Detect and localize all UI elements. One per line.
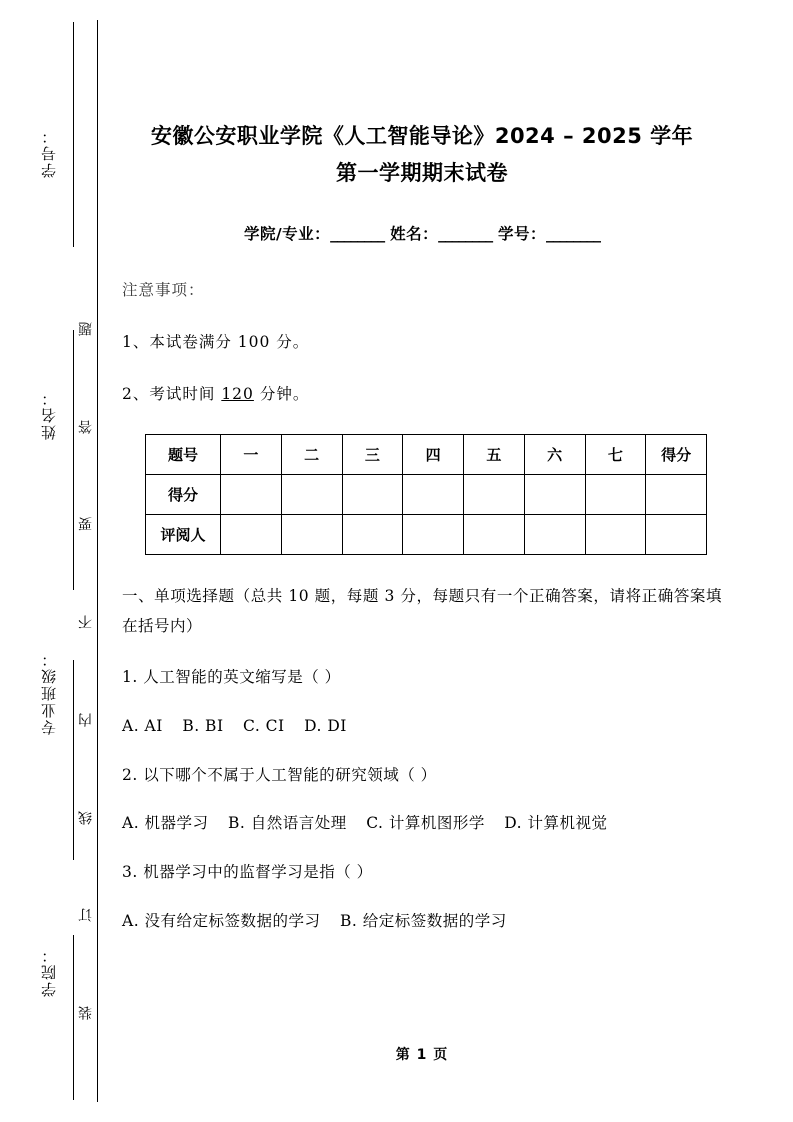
score-table-row-label-score: 得分 <box>146 474 221 514</box>
binding-label-college: 学院： <box>39 945 58 997</box>
college-major-field[interactable]: ________ <box>330 224 385 243</box>
grader-cell[interactable] <box>342 514 403 554</box>
score-cell[interactable] <box>585 474 646 514</box>
question-1-option-b[interactable]: B. BI <box>182 716 224 735</box>
question-3-number: 3. <box>122 863 138 882</box>
question-1-option-c[interactable]: C. CI <box>243 716 285 735</box>
student-info-line <box>122 222 722 244</box>
name-field[interactable]: ________ <box>438 224 493 243</box>
question-3 <box>122 860 722 885</box>
binding-char-3: 要 <box>78 515 94 532</box>
exam-paper-body <box>122 0 722 1122</box>
page-title <box>122 0 722 192</box>
page-title-line-2: 第一学期期末试卷 <box>336 160 508 185</box>
table-row <box>146 474 707 514</box>
table-row <box>146 514 707 554</box>
exam-duration-prefix: 2、考试时间 <box>122 384 216 403</box>
score-table-col-7: 七 <box>585 434 646 474</box>
score-cell[interactable] <box>281 474 342 514</box>
page-footer: 第 1 页 <box>395 1047 449 1063</box>
binding-char-5: 内 <box>78 710 94 727</box>
grader-cell[interactable] <box>281 514 342 554</box>
binding-rule-segment-2 <box>73 330 74 590</box>
student-id-label: 学号： <box>497 224 546 243</box>
binding-label-name: 姓名： <box>39 388 58 440</box>
binding-inner-phrase <box>76 320 96 1020</box>
score-cell[interactable] <box>646 474 707 514</box>
notice-heading: 注意事项： <box>122 280 205 299</box>
binding-char-8: 装 <box>78 1003 94 1020</box>
score-table <box>145 434 707 555</box>
score-cell[interactable] <box>403 474 464 514</box>
question-2-number: 2. <box>122 765 138 784</box>
grader-cell[interactable] <box>221 514 282 554</box>
question-2-option-b[interactable]: B. 自然语言处理 <box>228 814 347 833</box>
score-table-col-5: 五 <box>464 434 525 474</box>
binding-char-6: 线 <box>78 808 94 825</box>
binding-char-4: 不 <box>78 613 94 630</box>
score-table-col-2: 二 <box>281 434 342 474</box>
question-2-options <box>122 811 722 836</box>
exam-duration-suffix: 分钟。 <box>259 384 310 403</box>
student-id-field[interactable]: ________ <box>546 224 600 243</box>
question-3-option-a[interactable]: A. 没有给定标签数据的学习 <box>122 911 321 930</box>
question-1-text: 人工智能的英文缩写是（ ） <box>143 667 341 686</box>
college-major-label: 学院/专业： <box>243 224 331 243</box>
binding-rule-inner <box>97 20 98 1102</box>
question-2-option-a[interactable]: A. 机器学习 <box>122 814 209 833</box>
score-table-col-3: 三 <box>342 434 403 474</box>
score-table-row-label-grader: 评阅人 <box>146 514 221 554</box>
binding-char-7: 订 <box>78 906 94 923</box>
binding-outer-labels <box>32 22 66 1102</box>
binding-label-student-id: 学号： <box>39 127 58 179</box>
grader-cell[interactable] <box>524 514 585 554</box>
question-3-text: 机器学习中的监督学习是指（ ） <box>143 863 373 882</box>
question-1 <box>122 665 722 690</box>
binding-rule-segment-3 <box>73 660 74 860</box>
name-label: 姓名： <box>390 224 439 243</box>
binding-char-2: 答 <box>78 417 94 434</box>
question-3-option-b[interactable]: B. 给定标签数据的学习 <box>340 911 507 930</box>
score-table-col-6: 六 <box>524 434 585 474</box>
score-cell[interactable] <box>524 474 585 514</box>
score-table-col-1: 一 <box>221 434 282 474</box>
notice-item-1: 1、本试卷满分 100 分。 <box>122 332 310 351</box>
exam-duration-value: 120 <box>221 384 254 403</box>
page-title-line-1: 安徽公安职业学院《人工智能导论》2024 – 2025 学年 <box>150 124 694 148</box>
question-2-option-c[interactable]: C. 计算机图形学 <box>366 814 485 833</box>
grader-cell[interactable] <box>403 514 464 554</box>
question-1-number: 1. <box>122 667 138 686</box>
notice-item-2 <box>122 382 722 404</box>
binding-rule-segment-1 <box>73 22 74 247</box>
question-1-option-a[interactable]: A. AI <box>122 716 163 735</box>
question-1-option-d[interactable]: D. DI <box>304 716 347 735</box>
question-2-option-d[interactable]: D. 计算机视觉 <box>504 814 608 833</box>
score-table-row-label-question-no: 题号 <box>146 434 221 474</box>
score-table-col-4: 四 <box>403 434 464 474</box>
score-table-col-total: 得分 <box>646 434 707 474</box>
binding-char-1: 题 <box>78 320 94 336</box>
question-1-options <box>122 714 722 739</box>
table-row-header <box>146 434 707 474</box>
score-cell[interactable] <box>342 474 403 514</box>
question-2-text: 以下哪个不属于人工智能的研究领域（ ） <box>143 765 437 784</box>
score-cell[interactable] <box>221 474 282 514</box>
binding-rule-segment-4 <box>73 935 74 1100</box>
question-3-options <box>122 909 722 934</box>
question-2 <box>122 763 722 788</box>
score-cell[interactable] <box>464 474 525 514</box>
grader-cell[interactable] <box>464 514 525 554</box>
binding-label-major-class: 专业班级： <box>39 650 58 736</box>
grader-cell[interactable] <box>585 514 646 554</box>
grader-cell[interactable] <box>646 514 707 554</box>
section-one-heading: 一、单项选择题（总共 10 题，每题 3 分，每题只有一个正确答案，请将正确答案填在括号内） <box>122 586 722 635</box>
